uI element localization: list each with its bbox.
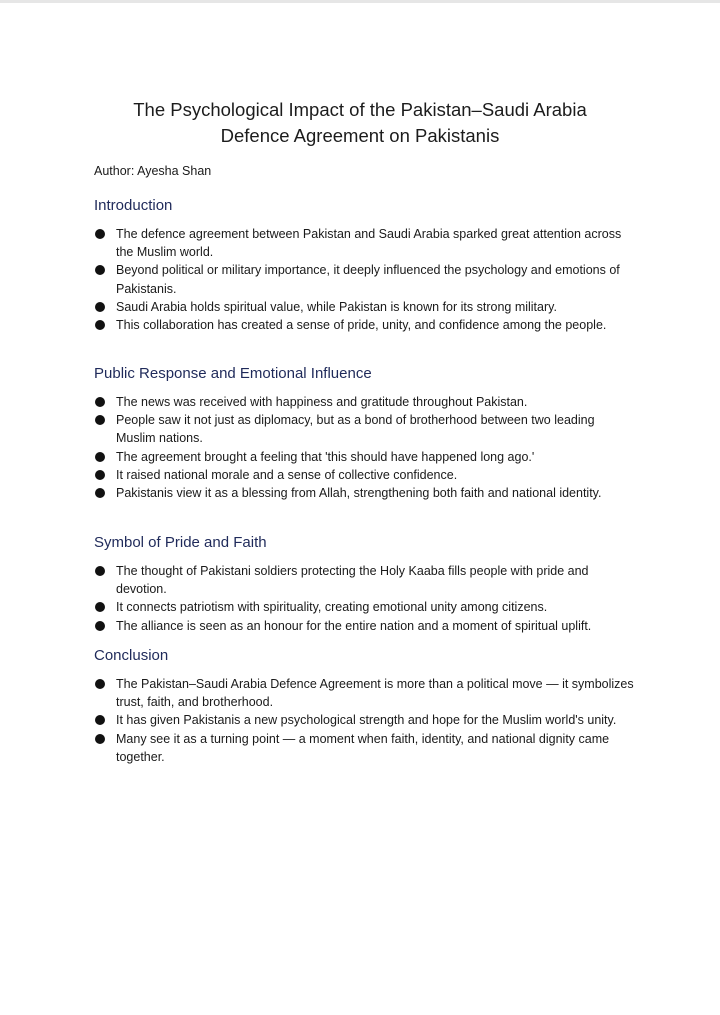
list-item-text: Beyond political or military importance, it deeply influenced the psychology and emotions of Pakistanis.	[116, 263, 620, 296]
title-line-1: The Psychological Impact of the Pakistan–Saudi Arabia	[133, 99, 587, 120]
bullet-dot-icon	[95, 734, 105, 744]
list-item	[94, 225, 634, 261]
bullet-dot-icon	[95, 229, 105, 239]
list-item-text: The defence agreement between Pakistan and Saudi Arabia sparked great attention across the Muslim world.	[116, 227, 622, 260]
list-item-text: It connects patriotism with spirituality, creating emotional unity among citizens.	[116, 600, 548, 615]
section-introduction	[94, 196, 634, 334]
list-item-text: People saw it not just as diplomacy, but as a bond of brotherhood between two leading Muslim nations.	[116, 413, 595, 446]
list-item	[94, 466, 634, 484]
list-item	[94, 617, 634, 635]
bullet-dot-icon	[95, 621, 105, 631]
section-heading: Conclusion	[94, 647, 169, 664]
document-title	[60, 97, 660, 149]
list-item	[94, 562, 634, 598]
list-item-text: The alliance is seen as an honour for the entire nation and a moment of spiritual uplift.	[116, 618, 592, 633]
bullet-list	[94, 562, 634, 635]
bullet-dot-icon	[95, 302, 105, 312]
title-line-2: Defence Agreement on Pakistanis	[220, 125, 500, 146]
list-item-text: Many see it as a turning point — a moment when faith, identity, and national dignity came together.	[116, 731, 610, 764]
bullet-dot-icon	[95, 602, 105, 612]
list-item	[94, 675, 634, 711]
list-item-text: Pakistanis view it as a blessing from Allah, strengthening both faith and national identity.	[116, 486, 602, 501]
list-item	[94, 411, 634, 447]
list-item-text: This collaboration has created a sense of pride, unity, and confidence among the people.	[116, 318, 607, 333]
list-item	[94, 393, 634, 411]
bullet-dot-icon	[95, 679, 105, 689]
section-heading: Public Response and Emotional Influence	[94, 365, 372, 382]
list-item	[94, 711, 634, 729]
list-item	[94, 316, 634, 334]
list-item-text: The thought of Pakistani soldiers protecting the Holy Kaaba fills people with pride and devotion.	[116, 564, 589, 597]
bullet-dot-icon	[95, 566, 105, 576]
bullet-dot-icon	[95, 488, 105, 498]
bullet-dot-icon	[95, 320, 105, 330]
bullet-list	[94, 393, 634, 502]
bullet-list	[94, 675, 634, 766]
bullet-dot-icon	[95, 452, 105, 462]
list-item	[94, 730, 634, 766]
list-item	[94, 298, 634, 316]
list-item-text: Saudi Arabia holds spiritual value, while Pakistan is known for its strong military.	[116, 299, 557, 314]
section-heading: Symbol of Pride and Faith	[94, 534, 267, 551]
bullet-dot-icon	[95, 715, 105, 725]
list-item-text: The agreement brought a feeling that 'this should have happened long ago.'	[116, 449, 535, 464]
list-item	[94, 484, 634, 502]
section-symbol-of-pride	[94, 533, 634, 635]
section-conclusion	[94, 646, 634, 766]
bullet-list	[94, 225, 634, 334]
list-item-text: It has given Pakistanis a new psychological strength and hope for the Muslim world's unity.	[116, 713, 617, 728]
list-item-text: The Pakistan–Saudi Arabia Defence Agreement is more than a political move — it symbolizes trust, faith, and brotherhood.	[116, 677, 634, 710]
list-item-text: The news was received with happiness and gratitude throughout Pakistan.	[116, 395, 528, 409]
list-item-text: It raised national morale and a sense of collective confidence.	[116, 467, 458, 482]
section-heading: Introduction	[94, 197, 173, 214]
bullet-dot-icon	[95, 415, 105, 425]
bullet-dot-icon	[95, 265, 105, 275]
list-item	[94, 261, 634, 297]
list-item	[94, 448, 634, 466]
bullet-dot-icon	[95, 397, 105, 407]
section-public-response	[94, 364, 634, 502]
author-line: Author: Ayesha Shan	[94, 164, 212, 178]
list-item	[94, 598, 634, 616]
bullet-dot-icon	[95, 470, 105, 480]
